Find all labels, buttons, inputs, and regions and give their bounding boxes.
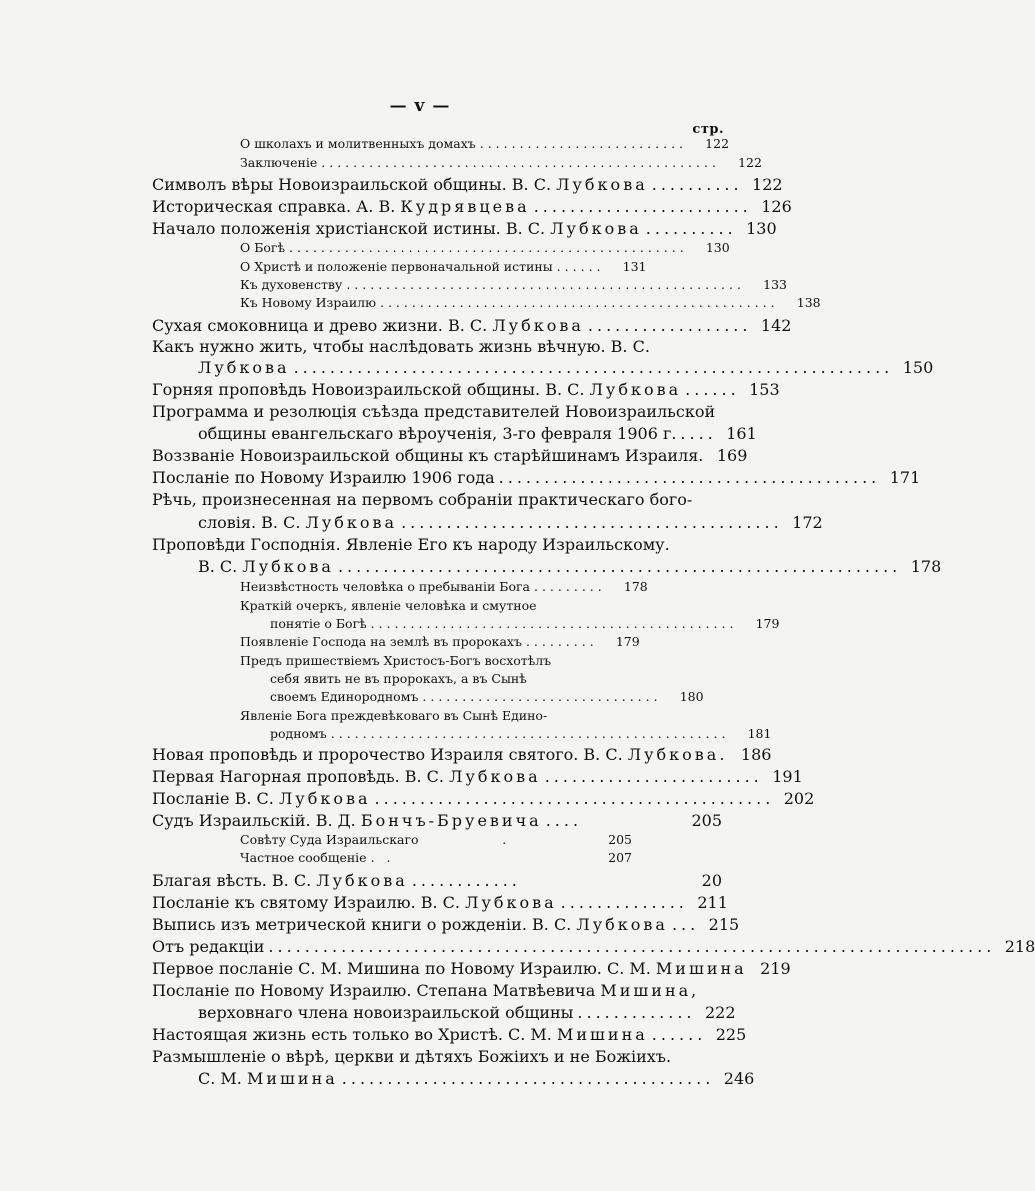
toc-entry[interactable]: Рѣчь, произнесенная на первомъ собраніи практическаго бого- bbox=[152, 490, 693, 509]
toc-subentry-continuation[interactable]: своемъ Единородномъ .............................. 180 bbox=[270, 689, 704, 704]
toc-entry[interactable]: Первое посланіе С. М. Мишина по Новому Израилю. С. М. Мишина 219 bbox=[152, 959, 791, 978]
toc-entry[interactable]: Проповѣди Господнія. Явленіе Его къ народу Израильскому. bbox=[152, 535, 670, 554]
toc-entry-continuation[interactable]: общины евангельскаго вѣроученія, 3-го февраля 1906 г. .... 161 bbox=[198, 424, 757, 443]
toc-entry[interactable]: Посланіе по Новому Израилю 1906 года .......................................... 171 bbox=[152, 468, 921, 487]
toc-subentry-continuation[interactable]: понятіе о Богѣ .............................................. 179 bbox=[270, 616, 780, 631]
toc-subentry[interactable]: Неизвѣстность человѣка о пребываніи Бога ......... 178 bbox=[240, 579, 648, 594]
toc-subentry-continuation[interactable]: себя явить не въ пророкахъ, а въ Сынѣ bbox=[270, 671, 527, 686]
toc-entry-continuation[interactable]: словія. В. С. Лубкова .......................................... 172 bbox=[198, 513, 823, 532]
toc-entry[interactable]: Горняя проповѣдь Новоизраильской общины. В. С. Лубкова ...... 153 bbox=[152, 380, 780, 399]
toc-entry-continuation[interactable]: С. М. Мишина ......................................... 246 bbox=[198, 1069, 755, 1088]
toc-entry[interactable]: Посланіе по Новому Израилю. Степана Матвѣевича Мишина, bbox=[152, 981, 700, 1000]
toc-subentry-continuation[interactable]: родномъ .................................................. 181 bbox=[270, 726, 772, 741]
toc-entry[interactable]: Первая Нагорная проповѣдь. В. С. Лубкова ........................ 191 bbox=[152, 767, 803, 786]
toc-entry[interactable]: Посланіе къ святому Израилю. В. С. Лубкова .............. 211 bbox=[152, 893, 728, 912]
toc-subentry[interactable]: Предъ пришествіемъ Христосъ-Богъ восхотѣлъ bbox=[240, 653, 552, 668]
toc-entry[interactable]: Посланіе В. С. Лубкова ............................................ 202 bbox=[152, 789, 815, 808]
toc-subentry[interactable]: Заключеніе .................................................. 122 bbox=[240, 155, 762, 170]
toc-entry[interactable]: Отъ редакціи ................................................................................ 218 bbox=[152, 937, 1035, 956]
toc-entry[interactable]: Размышленіе о вѣрѣ, церкви и дѣтяхъ Божіихъ и не Божіихъ. bbox=[152, 1047, 672, 1066]
toc-entry[interactable]: Программа и резолюція съѣзда представителей Новоизраильской bbox=[152, 402, 716, 421]
toc-entry[interactable]: Сухая смоковница и древо жизни. В. С. Лубкова .................. 142 bbox=[152, 316, 792, 335]
toc-entry[interactable]: Новая проповѣдь и пророчество Израиля святого. В. С. Лубкова. 186 bbox=[152, 745, 772, 764]
toc-entry[interactable]: Благая вѣсть. В. С. Лубкова ............ 20 bbox=[152, 871, 722, 890]
toc-entry[interactable]: Начало положенія христіанской истины. В. С. Лубкова .......... 130 bbox=[152, 219, 777, 238]
toc-subentry[interactable]: О Богѣ .................................................. 130 bbox=[240, 240, 730, 255]
toc-entry[interactable]: Судъ Израильскій. В. Д. Бончъ-Бруевича .... 205 bbox=[152, 811, 722, 830]
toc-subentry[interactable]: О Христѣ и положеніе первоначальной истины ...... 131 bbox=[240, 259, 647, 274]
toc-subentry[interactable]: Совѣту Суда Израильскаго . 205 bbox=[240, 832, 632, 847]
toc-entry-continuation[interactable]: В. С. Лубкова .............................................................. 178 bbox=[198, 557, 942, 576]
toc-subentry[interactable]: Частное сообщеніе . . 207 bbox=[240, 850, 632, 865]
toc-subentry[interactable]: Къ Новому Израилю .................................................. 138 bbox=[240, 295, 821, 310]
toc-entry[interactable]: Выпись изъ метрической книги о рожденіи. В. С. Лубкова ... 215 bbox=[152, 915, 740, 934]
toc-entry[interactable]: Воззваніе Новоизраильской общины къ старѣйшинамъ Израиля. 169 bbox=[152, 446, 748, 465]
toc-entry[interactable]: Настоящая жизнь есть только во Христѣ. С. М. Мишина ...... 225 bbox=[152, 1025, 747, 1044]
page-number-roman: — v — bbox=[389, 96, 451, 116]
page-column-label: стр. bbox=[692, 122, 724, 137]
toc-entry[interactable]: Историческая справка. А. В. Кудрявцева ........................ 126 bbox=[152, 197, 792, 216]
toc-entry-continuation[interactable]: Лубкова .................................................................. 150 bbox=[198, 358, 934, 377]
toc-subentry[interactable]: О школахъ и молитвенныхъ домахъ .......................... 122 bbox=[240, 136, 730, 151]
toc-subentry[interactable]: Краткій очеркъ, явленіе человѣка и смутное bbox=[240, 598, 537, 613]
toc-entry[interactable]: Символъ вѣры Новоизраильской общины. В. С. Лубкова .......... 122 bbox=[152, 175, 783, 194]
toc-subentry[interactable]: Появленіе Господа на землѣ въ пророкахъ ......... 179 bbox=[240, 634, 640, 649]
toc-subentry[interactable]: Явленіе Бога преждевѣковаго въ Сынѣ Едино- bbox=[240, 708, 548, 723]
toc-subentry[interactable]: Къ духовенству .................................................. 133 bbox=[240, 277, 787, 292]
toc-entry-continuation[interactable]: верховнаго члена новоизраильской общины ............. 222 bbox=[198, 1003, 736, 1022]
toc-entry[interactable]: Какъ нужно жить, чтобы наслѣдовать жизнь вѣчную. В. С. bbox=[152, 337, 650, 356]
